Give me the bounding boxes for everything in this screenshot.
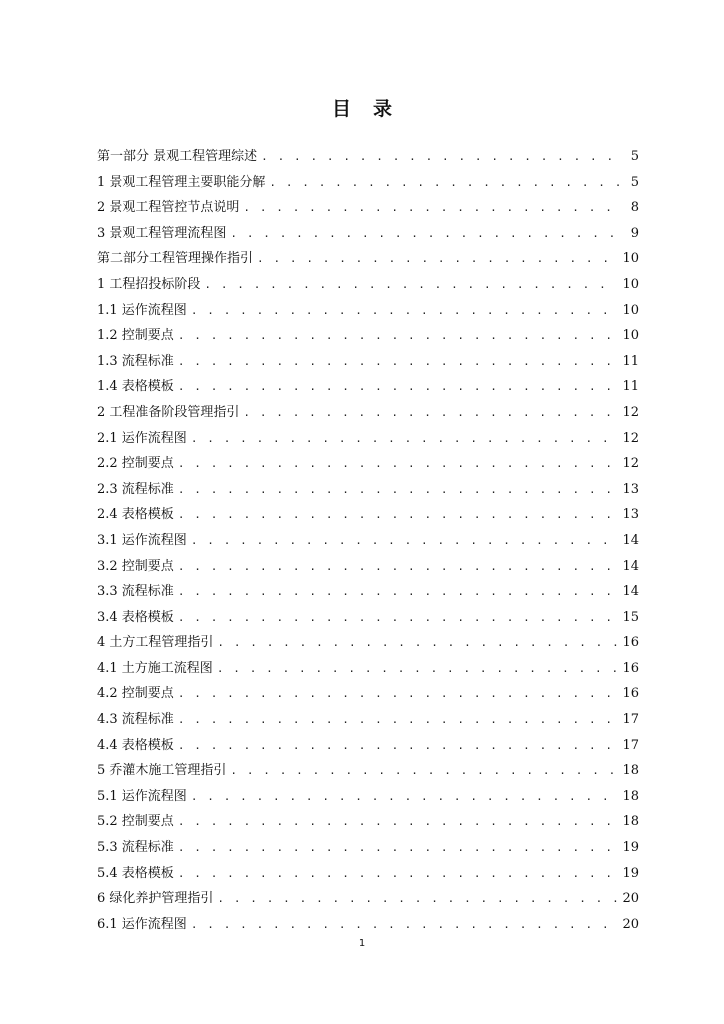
toc-entry-page: 9 xyxy=(630,225,639,241)
toc-entry-label: 3.4 表格模板 xyxy=(97,609,174,625)
toc-entry[interactable] xyxy=(97,246,639,272)
toc-dot-leader xyxy=(191,426,619,452)
toc-entry-page: 14 xyxy=(622,558,639,574)
toc-entry-label: 2.4 表格模板 xyxy=(97,507,174,523)
toc-entry-label: 3 景观工程管理流程图 xyxy=(97,225,227,241)
toc-entry-label: 2.3 流程标准 xyxy=(97,481,174,497)
toc-entry-label: 3.3 流程标准 xyxy=(97,584,174,600)
toc-entry-page: 20 xyxy=(622,916,639,932)
toc-title xyxy=(0,94,724,121)
toc-entry-label: 4.1 土方施工流程图 xyxy=(97,660,213,676)
toc-entry-label: 第一部分 景观工程管理综述 xyxy=(97,149,258,164)
toc-entry-page: 16 xyxy=(622,660,639,676)
toc-dot-leader xyxy=(243,195,621,221)
toc-entry[interactable] xyxy=(97,605,639,631)
toc-entry-label: 1.4 表格模板 xyxy=(97,379,174,395)
toc-entry-page: 10 xyxy=(622,251,639,267)
toc-entry[interactable] xyxy=(97,528,639,554)
toc-entry[interactable] xyxy=(97,298,639,324)
toc-entry-page: 19 xyxy=(622,840,639,856)
toc-entry-label: 5.4 表格模板 xyxy=(97,865,174,881)
toc-dot-leader xyxy=(178,707,619,733)
toc-entry-page: 14 xyxy=(622,584,639,600)
toc-entry[interactable] xyxy=(97,784,639,810)
toc-entry-label: 4.2 控制要点 xyxy=(97,686,174,702)
toc-entry-page: 10 xyxy=(622,328,639,344)
toc-entry-label: 6.1 运作流程图 xyxy=(97,916,187,932)
toc-dot-leader xyxy=(217,656,619,682)
toc-dot-leader xyxy=(178,835,619,861)
toc-entry-label: 2 工程准备阶段管理指引 xyxy=(97,404,240,420)
toc-entry[interactable] xyxy=(97,502,639,528)
toc-entry-label: 第二部分工程管理操作指引 xyxy=(97,251,254,267)
toc-dot-leader xyxy=(191,784,619,810)
toc-entry-label: 4 土方工程管理指引 xyxy=(97,635,214,651)
toc-entry-page: 16 xyxy=(622,686,639,702)
toc-entry[interactable] xyxy=(97,221,639,247)
toc-entry-page: 14 xyxy=(622,532,639,548)
toc-dot-leader xyxy=(178,579,619,605)
toc-entry-label: 5.3 流程标准 xyxy=(97,840,174,856)
toc-entry[interactable] xyxy=(97,323,639,349)
toc-entry-label: 2.1 运作流程图 xyxy=(97,430,187,446)
toc-entry-label: 2 景观工程管控节点说明 xyxy=(97,200,240,216)
toc-entry-page: 17 xyxy=(622,737,639,753)
toc-entry[interactable] xyxy=(97,809,639,835)
toc-dot-leader xyxy=(178,809,619,835)
toc-dot-leader xyxy=(191,912,619,938)
toc-dot-leader xyxy=(257,246,618,272)
toc-entry[interactable] xyxy=(97,451,639,477)
toc-dot-leader xyxy=(243,400,618,426)
toc-entry[interactable] xyxy=(97,477,639,503)
toc-entry[interactable] xyxy=(97,170,639,196)
toc-entry-page: 13 xyxy=(622,507,639,523)
toc-entry-page: 18 xyxy=(622,763,639,779)
toc-entry[interactable] xyxy=(97,912,639,938)
toc-dot-leader xyxy=(204,272,618,298)
toc-entry-label: 6 绿化养护管理指引 xyxy=(97,891,214,907)
toc-entry-label: 1 景观工程管理主要职能分解 xyxy=(97,174,266,190)
toc-entry-page: 8 xyxy=(630,200,639,216)
toc-entry[interactable] xyxy=(97,835,639,861)
toc-entry-label: 3.1 运作流程图 xyxy=(97,532,187,548)
toc-dot-leader xyxy=(217,630,618,656)
toc-dot-leader xyxy=(217,886,618,912)
toc-entry-page: 19 xyxy=(622,865,639,881)
toc-entry-label: 2.2 控制要点 xyxy=(97,456,174,472)
toc-entry-label: 5 乔灌木施工管理指引 xyxy=(97,763,227,779)
toc-entry[interactable] xyxy=(97,733,639,759)
toc-entry-page: 15 xyxy=(622,609,639,625)
toc-dot-leader xyxy=(178,349,619,375)
toc-entry-page: 10 xyxy=(622,276,639,292)
toc-entry-page: 12 xyxy=(622,404,639,420)
toc-title-char-1: 目 xyxy=(331,98,351,120)
toc-entry-page: 5 xyxy=(630,174,639,190)
toc-entry[interactable] xyxy=(97,144,639,170)
toc-dot-leader xyxy=(191,298,619,324)
toc-entry-page: 12 xyxy=(622,430,639,446)
toc-dot-leader xyxy=(230,758,618,784)
toc-dot-leader xyxy=(230,221,621,247)
toc-entry[interactable] xyxy=(97,554,639,580)
toc-entry-page: 11 xyxy=(622,353,639,369)
toc-entry-page: 10 xyxy=(622,302,639,318)
toc-entry-page: 18 xyxy=(622,814,639,830)
toc-entry-label: 4.3 流程标准 xyxy=(97,712,174,728)
toc-dot-leader xyxy=(178,451,619,477)
toc-dot-leader xyxy=(178,681,619,707)
toc-title-char-2: 录 xyxy=(373,98,393,120)
toc-entry-label: 5.2 控制要点 xyxy=(97,814,174,830)
toc-dot-leader xyxy=(178,502,619,528)
toc-entry[interactable] xyxy=(97,656,639,682)
toc-entry[interactable] xyxy=(97,400,639,426)
toc-entry-label: 5.1 运作流程图 xyxy=(97,788,187,804)
toc-entry-page: 16 xyxy=(622,635,639,651)
toc-entry-page: 18 xyxy=(622,788,639,804)
toc-entry-page: 20 xyxy=(622,891,639,907)
toc-entry[interactable] xyxy=(97,707,639,733)
toc-entry[interactable] xyxy=(97,861,639,887)
toc-entry-label: 1 工程招投标阶段 xyxy=(97,276,201,292)
toc-entry[interactable] xyxy=(97,681,639,707)
toc-entry-label: 1.1 运作流程图 xyxy=(97,302,187,318)
toc-dot-leader xyxy=(178,323,619,349)
toc-entry-label: 3.2 控制要点 xyxy=(97,558,174,574)
toc-entry[interactable] xyxy=(97,630,639,656)
toc-entry[interactable] xyxy=(97,426,639,452)
toc-entry[interactable] xyxy=(97,349,639,375)
toc-dot-leader xyxy=(178,374,619,400)
toc-entry-page: 5 xyxy=(630,149,639,164)
toc-dot-leader xyxy=(178,733,619,759)
toc-entry-label: 4.4 表格模板 xyxy=(97,737,174,753)
toc-dot-leader xyxy=(178,477,619,503)
toc-entry[interactable] xyxy=(97,195,639,221)
toc-entry[interactable] xyxy=(97,272,639,298)
toc-entry[interactable] xyxy=(97,886,639,912)
toc-dot-leader xyxy=(178,554,619,580)
toc-list xyxy=(97,144,639,937)
page-number: 1 xyxy=(358,938,366,949)
toc-entry-page: 17 xyxy=(622,712,639,728)
toc-entry[interactable] xyxy=(97,374,639,400)
toc-dot-leader xyxy=(178,861,619,887)
toc-entry-label: 1.2 控制要点 xyxy=(97,328,174,344)
toc-entry[interactable] xyxy=(97,758,639,784)
toc-dot-leader xyxy=(178,605,619,631)
toc-entry-page: 13 xyxy=(622,481,639,497)
toc-entry-page: 11 xyxy=(622,379,639,395)
toc-entry[interactable] xyxy=(97,579,639,605)
toc-entry-label: 1.3 流程标准 xyxy=(97,353,174,369)
toc-entry-page: 12 xyxy=(622,456,639,472)
toc-dot-leader xyxy=(269,170,621,196)
toc-dot-leader xyxy=(261,144,621,170)
toc-dot-leader xyxy=(191,528,619,554)
